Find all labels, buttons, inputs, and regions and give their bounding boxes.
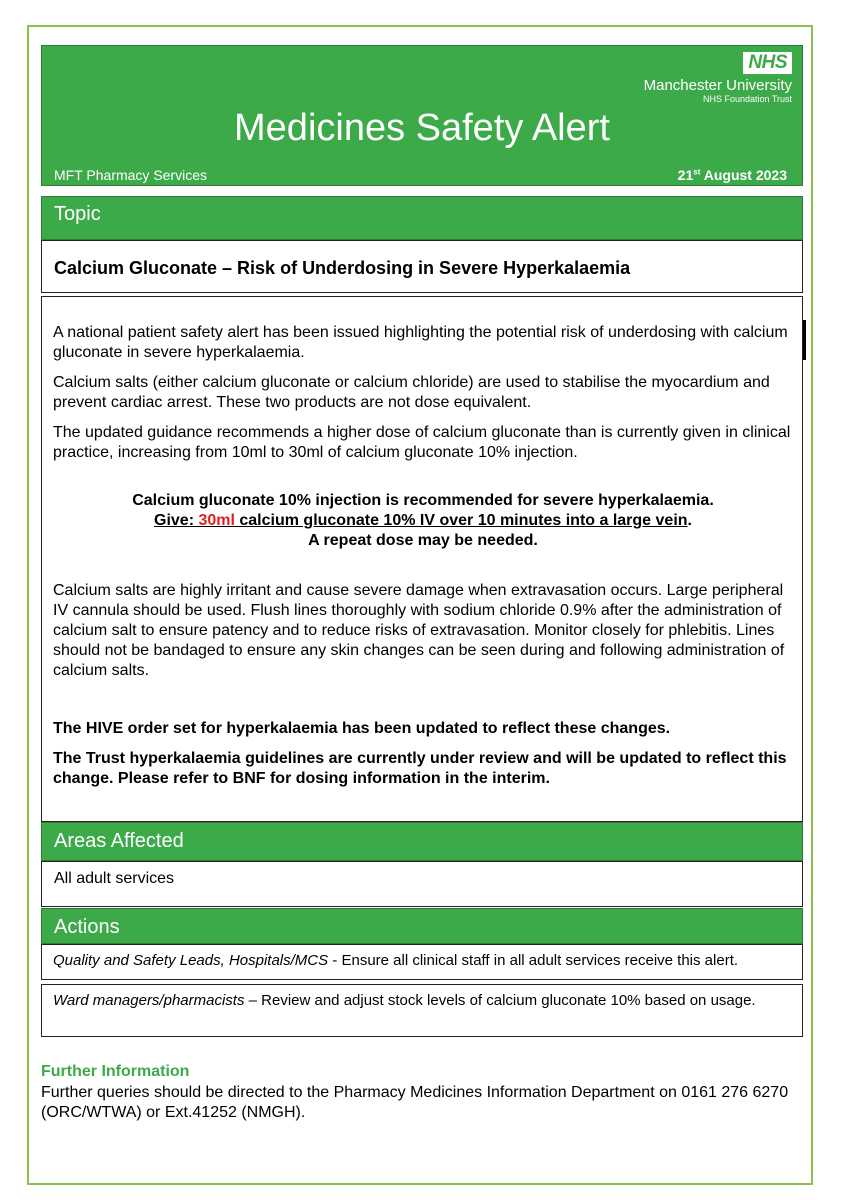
paragraph-calcium-salts: Calcium salts (either calcium gluconate or calcium chloride) are used to stabilise the myocardium and prevent cardiac arrest. These two products are not dose equivalent. [53,374,770,411]
paragraph-guidelines: The Trust hyperkalaemia guidelines are currently under review and will be updated to reflect this change. Please refer to BNF for dosing information in the interim. [53,750,787,787]
action-item [41,984,803,1037]
actions-heading: Actions [54,916,120,938]
topic-heading-bar [41,196,803,240]
margin-mark [803,320,806,360]
topic-title-box [41,240,803,293]
key-line-3: A repeat dose may be needed. [308,532,538,549]
date-rest: August 2023 [700,167,787,183]
action-description: - Ensure all clinical staff in all adult services receive this alert. [328,952,739,969]
areas-heading-bar [41,822,803,861]
action-role: Quality and Safety Leads, Hospitals/MCS [53,952,329,969]
give-label: Give: [154,512,199,529]
trust-subtitle: NHS Foundation Trust [702,94,792,104]
dose-instructions: calcium gluconate 10% IV over 10 minutes into a large vein [234,512,688,529]
action-role: Ward managers/pharmacists [53,992,245,1009]
key-line-1: Calcium gluconate 10% injection is recommended for severe hyperkalaemia. [132,492,714,509]
further-info-text: Further queries should be directed to the Pharmacy Medicines Information Department on 0161 276 6270 (ORC/WTWA) or Ext.41252 (NMGH). [41,1084,789,1121]
further-info-heading: Further Information [41,1063,190,1080]
dose-highlight: 30ml [198,512,235,529]
areas-heading: Areas Affected [54,830,184,852]
action-text [53,952,793,970]
paragraph-intro: A national patient safety alert has been issued highlighting the potential risk of underdosing with calcium gluconate in severe hyperkalaemia. [53,324,788,361]
paragraph-hive: The HIVE order set for hyperkalaemia has been updated to reflect these changes. [53,720,671,737]
paragraph-updated-guidance: The updated guidance recommends a higher dose of calcium gluconate than is currently given in clinical practice, increasing from 10ml to 30ml of calcium gluconate 10% injection. [53,424,791,461]
actions-heading-bar [41,908,803,944]
action-item [41,944,803,980]
key-recommendation [53,491,793,551]
alert-date [678,167,787,183]
key-line-2 [154,512,688,529]
paragraph-irritant: Calcium salts are highly irritant and cause severe damage when extravasation occurs. Large peripheral IV cannula should be used. Flush lines thoroughly with sodium chloride 0.9% after the administration of calcium salt to ensure patency and to reduce risks of extravasation. Monitor closely for phlebitis. Lines should not be bandaged to ensure any skin changes can be seen during and following administration of calcium salts. [53,582,785,679]
alert-content-box [41,296,803,822]
date-suffix: st [693,167,701,177]
date-day: 21 [677,167,694,183]
trust-logo-block [644,52,792,105]
page-title: Medicines Safety Alert [234,107,610,149]
nhs-logo: NHS [743,52,792,74]
action-text [53,992,793,1010]
alert-header [41,45,803,186]
areas-box [41,861,803,907]
topic-title: Calcium Gluconate – Risk of Underdosing in Severe Hyperkalaemia [54,258,631,278]
action-description: – Review and adjust stock levels of calcium gluconate 10% based on usage. [244,992,756,1009]
topic-heading: Topic [54,203,101,225]
service-name: MFT Pharmacy Services [54,167,207,183]
areas-text: All adult services [54,870,175,887]
key-line-2-end: . [687,512,692,529]
trust-name: Manchester University [643,77,792,94]
